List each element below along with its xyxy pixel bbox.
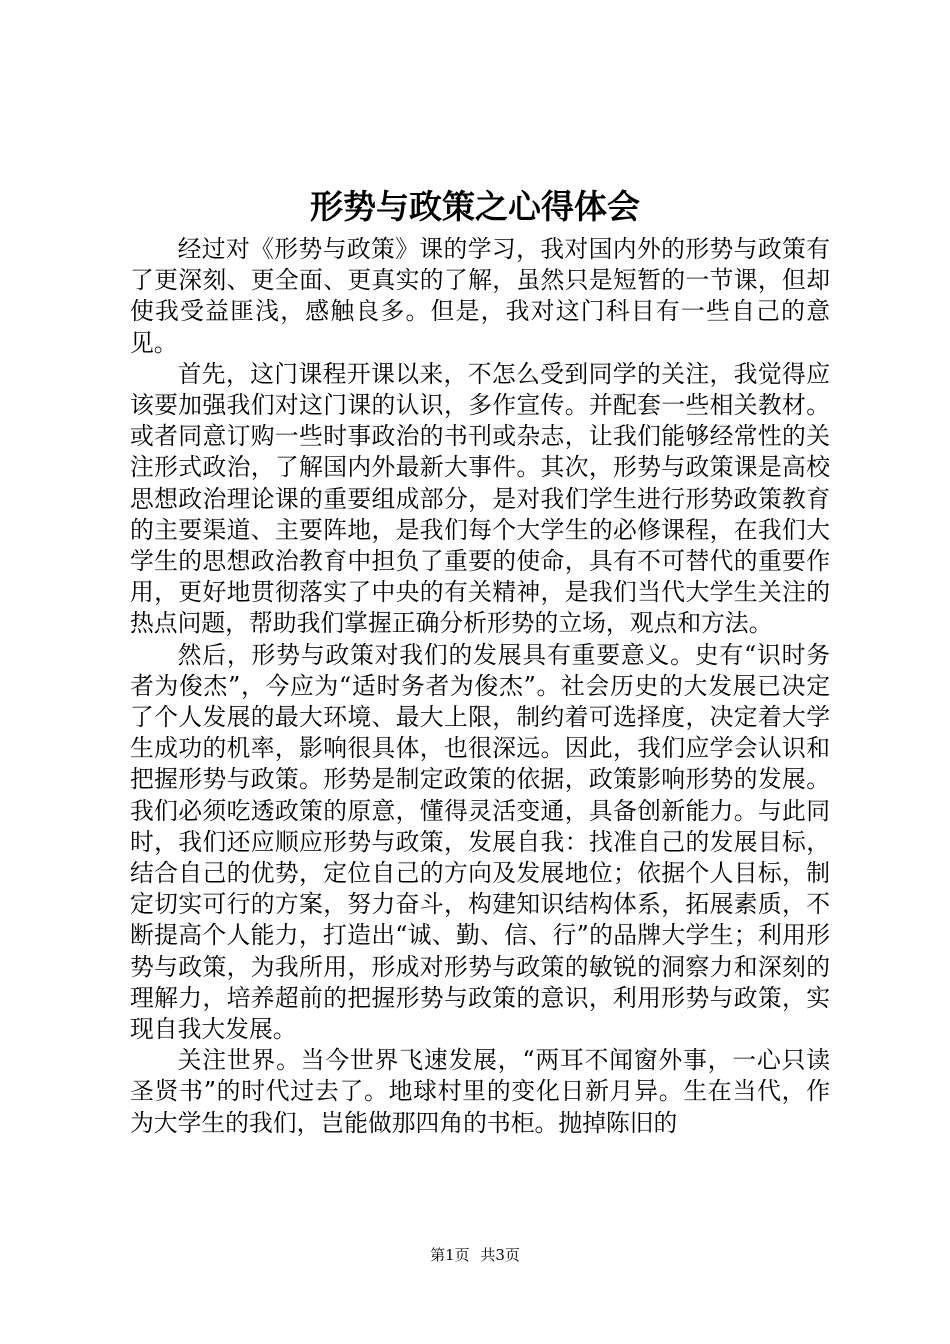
paragraph-4: 关注世界。当今世界飞速发展，“两耳不闻窗外事，一心只读圣贤书”的时代过去了。地球村里的变化日新月异。生在当代，作为大学生的我们，岂能做那四角的书柜。抛掉陈旧的 xyxy=(130,1046,830,1137)
document-title: 形势与政策之心得体会 xyxy=(310,187,640,226)
document-body xyxy=(130,234,830,1139)
paragraph-1: 经过对《形势与政策》课的学习，我对国内外的形势与政策有了更深刻、更全面、更真实的了解，虽然只是短暂的一节课，但却使我受益匪浅，感触良多。但是，我对这门科目有一些自己的意见。 xyxy=(130,235,830,357)
page-total: 共3页 xyxy=(480,1246,520,1264)
page-footer xyxy=(0,1244,950,1266)
paragraph-2: 首先，这门课程开课以来，不怎么受到同学的关注，我觉得应该要加强我们对这门课的认识，多作宣传。并配套一些相关教材。或者同意订购一些时事政治的书刊或杂志，让我们能够经常性的关注形式政治，了解国内外最新大事件。其次，形势与政策课是高校思想政治理论课的重要组成部分，是对我们学生进行形势政策教育的主要渠道、主要阵地，是我们每个大学生的必修课程，在我们大学生的思想政治教育中担负了重要的使命，具有不可替代的重要作用，更好地贯彻落实了中央的有关精神，是我们当代大学生关注的热点问题，帮助我们掌握正确分析形势的立场，观点和方法。 xyxy=(130,359,830,638)
page-number: 第1页 xyxy=(430,1246,470,1264)
paragraph-3: 然后，形势与政策对我们的发展具有重要意义。史有“识时务者为俊杰”，今应为“适时务者为俊杰”。社会历史的大发展已决定了个人发展的最大环境、最大上限，制约着可选择度，决定着大学生成功的机率，影响很具体，也很深远。因此，我们应学会认识和把握形势与政策。形势是制定政策的依据，政策影响形势的发展。我们必须吃透政策的原意，懂得灵活变通，具备创新能力。与此同时，我们还应顺应形势与政策，发展自我：找准自己的发展目标，结合自己的优势，定位自己的方向及发展地位；依据个人目标，制定切实可行的方案，努力奋斗，构建知识结构体系，拓展素质，不断提高个人能力，打造出“诚、勤、信、行”的品牌大学生；利用形势与政策，为我所用，形成对形势与政策的敏锐的洞察力和深刻的理解力，培养超前的把握形势与政策的意识，利用形势与政策，实现自我大发展。 xyxy=(130,640,830,1044)
